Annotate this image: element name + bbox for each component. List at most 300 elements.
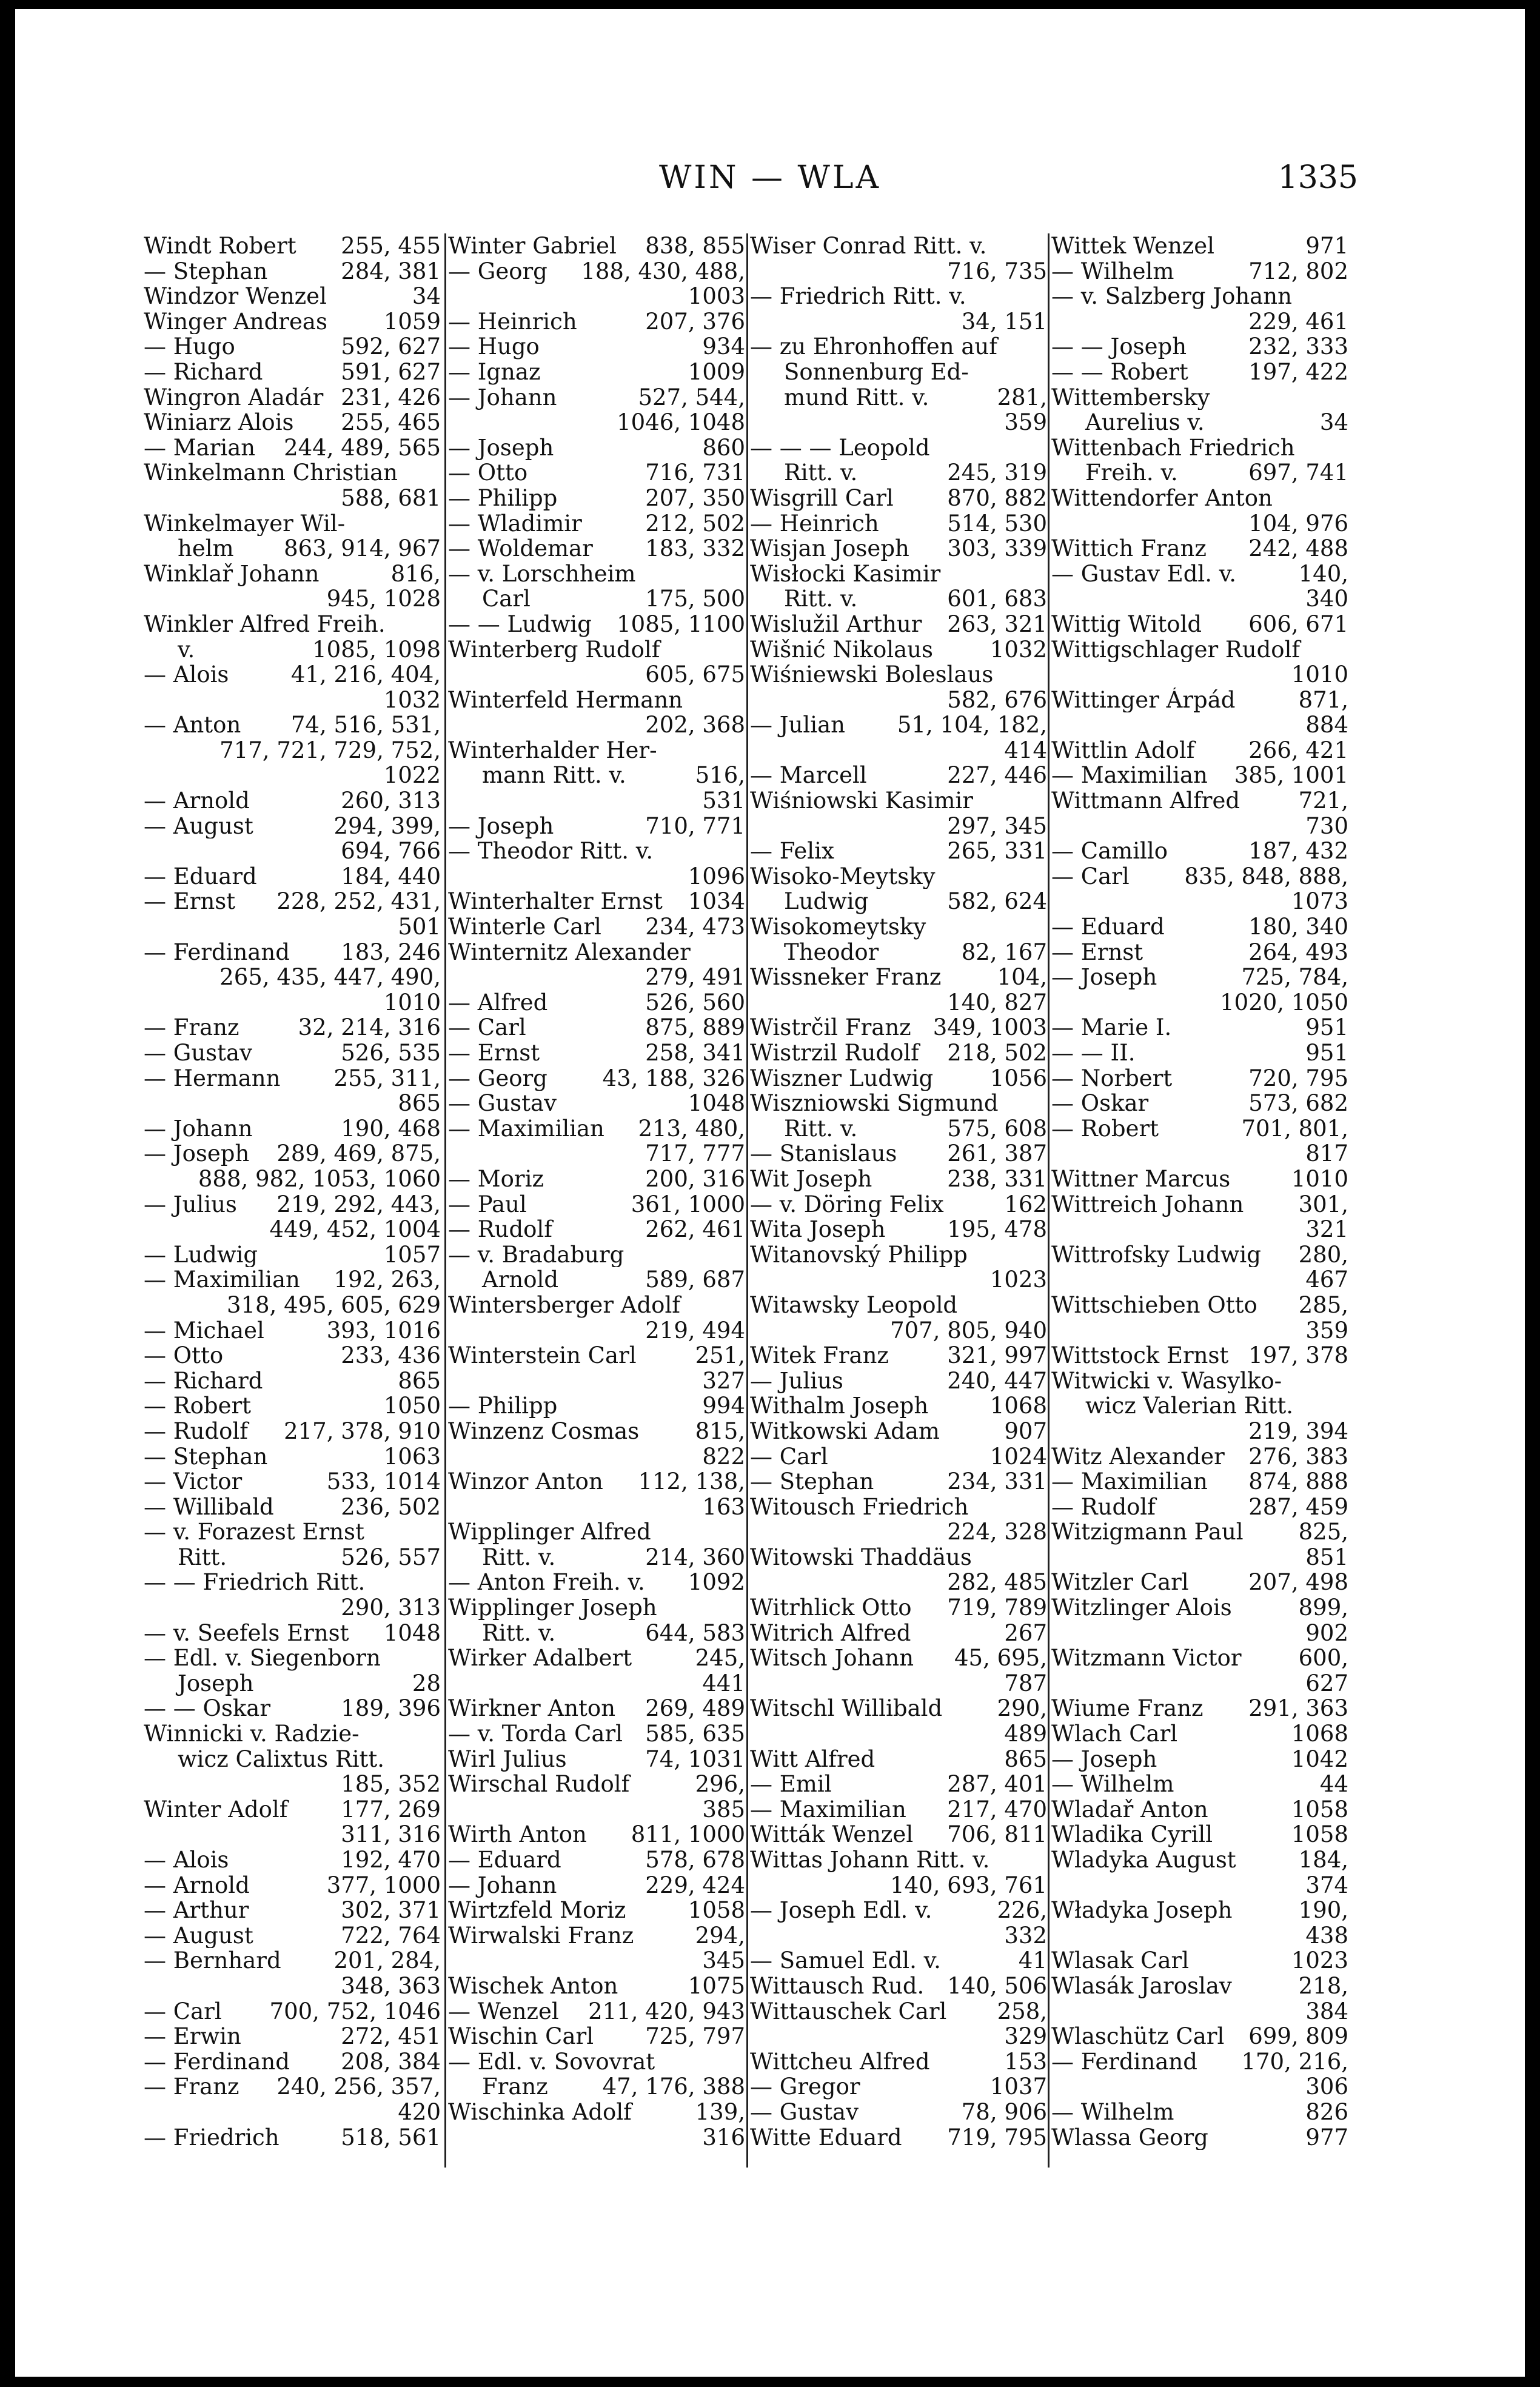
entry-name: — Julius (750, 1368, 843, 1394)
entry-pages: 719, 789 (947, 1595, 1047, 1621)
entry-name: helm (178, 536, 234, 561)
index-entry (144, 1141, 442, 1167)
entry-name: Ritt. v. (482, 1620, 556, 1646)
index-entry (1051, 763, 1350, 788)
entry-name: Wlasák Jaroslav (1051, 1973, 1232, 1999)
entry-name: Wipplinger Joseph (448, 1595, 657, 1621)
index-entry (1051, 586, 1350, 612)
entry-pages: 1050 (383, 1393, 441, 1419)
index-entry (750, 1545, 1048, 1570)
index-entry (144, 1192, 442, 1217)
entry-pages: 285, (1298, 1292, 1348, 1318)
entry-pages: 311, 316 (341, 1822, 441, 1847)
entry-pages: 1073 (1291, 889, 1348, 915)
index-entry (448, 334, 746, 360)
entry-name: — Joseph (448, 813, 554, 839)
entry-pages: 817 (1305, 1141, 1348, 1167)
entry-pages (441, 460, 442, 486)
entry-pages: 45, 695, (954, 1645, 1047, 1671)
entry-name: — v. Torda Carl (448, 1721, 623, 1747)
entry-pages: 185, 352 (341, 1772, 441, 1797)
entry-name: Witte Eduard (750, 2124, 902, 2151)
entry-name: Wistrzil Rudolf (750, 1040, 919, 1066)
entry-pages: 140, 693, 761 (890, 1872, 1047, 1898)
index-entry (750, 965, 1048, 990)
entry-pages: 281, (997, 384, 1047, 410)
entry-name: Witawsky Leopold (750, 1292, 958, 1318)
index-entry (750, 1141, 1048, 1167)
entry-pages: 287, 459 (1248, 1494, 1348, 1520)
entry-name: — Ernst (448, 1040, 540, 1066)
index-entry (1051, 410, 1350, 435)
entry-name: — Otto (144, 1343, 224, 1368)
entry-name: — Stephan (144, 1444, 268, 1470)
entry-pages: 971 (1305, 233, 1348, 259)
index-entry (750, 889, 1048, 914)
entry-pages: 951 (1305, 1040, 1348, 1066)
index-entry (144, 712, 442, 738)
index-entry (448, 1066, 746, 1091)
entry-pages: 218, 502 (947, 1040, 1047, 1066)
index-entry (448, 1444, 746, 1470)
index-entry (750, 788, 1048, 814)
index-entry (750, 864, 1048, 889)
entry-pages: 140, 827 (947, 989, 1047, 1016)
index-entry (448, 965, 746, 990)
index-entry (448, 2125, 746, 2151)
index-entry (448, 1267, 746, 1293)
index-entry (1051, 1167, 1350, 1192)
index-entry (750, 914, 1048, 940)
entry-name: — Alois (144, 1847, 229, 1873)
entry-pages: 229, 424 (645, 1872, 745, 1898)
index-entry (144, 1923, 442, 1949)
entry-name: Aurelius v. (1085, 410, 1205, 435)
entry-name: — Joseph Edl. v. (750, 1898, 932, 1923)
index-page (15, 9, 1525, 2377)
entry-name: wicz Calixtus Ritt. (178, 1746, 385, 1772)
index-entry (750, 1847, 1048, 1873)
index-entry (750, 1368, 1048, 1394)
index-entry (1051, 1091, 1350, 1116)
index-entry (750, 2100, 1048, 2125)
index-entry (1051, 309, 1350, 335)
index-entry (144, 1519, 442, 1545)
entry-pages: 207, 350 (645, 485, 745, 511)
index-entry (144, 2100, 442, 2125)
index-entry (144, 2125, 442, 2151)
index-entry (1051, 1974, 1350, 1999)
entry-pages: 870, 882 (947, 485, 1047, 511)
index-entry (448, 990, 746, 1016)
index-entry (1051, 511, 1350, 537)
entry-pages: 287, 401 (947, 1772, 1047, 1797)
index-entry (750, 1066, 1048, 1091)
index-entry (448, 1318, 746, 1344)
entry-name: — Stephan (144, 258, 268, 284)
index-entry (1051, 612, 1350, 637)
entry-name: Windzor Wenzel (144, 284, 327, 309)
entry-name: Wittner Marcus (1051, 1166, 1231, 1192)
entry-name: — — II. (1051, 1040, 1136, 1066)
entry-name: — Julian (750, 712, 845, 738)
entry-pages: 1092 (688, 1570, 745, 1596)
index-entry (750, 712, 1048, 738)
entry-pages: 1020, 1050 (1220, 989, 1348, 1016)
index-entry (448, 889, 746, 914)
index-entry (1051, 1721, 1350, 1747)
entry-pages: 822 (702, 1444, 745, 1470)
entry-name: Wlaschütz Carl (1051, 2024, 1225, 2049)
entry-name: Winterstein Carl (448, 1343, 637, 1368)
entry-pages: 260, 313 (341, 788, 441, 814)
index-entry (750, 1873, 1048, 1898)
entry-name: Ritt. (178, 1544, 227, 1570)
entry-pages: 255, 311, (333, 1065, 441, 1091)
index-entry (1051, 1847, 1350, 1873)
entry-pages: 449, 452, 1004 (269, 1217, 441, 1242)
entry-pages: 290, (997, 1696, 1047, 1722)
entry-name: Witzigmann Paul (1051, 1519, 1244, 1545)
entry-name: Wittembersky (1051, 384, 1210, 410)
index-entry (750, 1645, 1048, 1671)
index-entry (1051, 284, 1350, 309)
entry-name: Wiśniowski Kasimir (750, 788, 973, 814)
entry-name: — — Oskar (144, 1696, 271, 1722)
index-entry (144, 1293, 442, 1318)
entry-pages: 318, 495, 605, 629 (226, 1292, 441, 1318)
index-entry (1051, 561, 1350, 587)
entry-pages: 272, 451 (341, 2024, 441, 2049)
entry-pages: 1032 (989, 637, 1047, 663)
entry-name: Wisoko-Meytsky (750, 863, 936, 889)
entry-name: Wisjan Joseph (750, 536, 909, 561)
entry-pages: 231, 426 (341, 384, 441, 410)
index-entry (448, 712, 746, 738)
entry-pages: 195, 478 (947, 1217, 1047, 1242)
entry-pages: 526, 557 (341, 1544, 441, 1570)
index-entry (750, 940, 1048, 965)
entry-pages: 321 (1305, 1217, 1348, 1242)
entry-pages: 340 (1305, 586, 1348, 612)
index-entry (1051, 1293, 1350, 1318)
index-entry (448, 1721, 746, 1747)
index-entry (144, 1772, 442, 1797)
index-entry (750, 990, 1048, 1016)
entry-pages: 291, 363 (1248, 1696, 1348, 1722)
index-entry (448, 1217, 746, 1242)
entry-name: Witzlinger Alois (1051, 1595, 1232, 1621)
entry-pages: 32, 214, 316 (298, 1015, 441, 1040)
entry-pages: 258, 341 (645, 1040, 745, 1066)
index-entry (750, 1393, 1048, 1419)
index-entry (448, 586, 746, 612)
index-entry (750, 839, 1048, 864)
entry-pages (441, 612, 442, 637)
entry-pages: 863, 914, 967 (284, 536, 441, 561)
index-entry (1051, 1393, 1350, 1419)
entry-name: Wittrofsky Ludwig (1051, 1242, 1261, 1268)
entry-name: — Eduard (144, 863, 257, 889)
entry-pages: 1058 (1291, 1822, 1348, 1847)
entry-name: — Gustav (750, 2099, 859, 2125)
entry-name: Wistrčil Franz (750, 1015, 911, 1040)
index-entry (144, 1797, 442, 1823)
entry-name: Ritt. v. (482, 1544, 556, 1570)
index-entry (144, 360, 442, 385)
entry-pages: 224, 328 (947, 1519, 1047, 1545)
index-entry (750, 1621, 1048, 1646)
page-title: WIN — WLA (658, 159, 882, 196)
index-entry (144, 2049, 442, 2075)
index-entry (1051, 460, 1350, 486)
entry-name: Winter Gabriel (448, 233, 617, 259)
index-entry (144, 1066, 442, 1091)
entry-pages: 712, 802 (1248, 258, 1348, 284)
entry-name: — Maximilian (1051, 763, 1208, 789)
entry-pages: 526, 535 (341, 1040, 441, 1066)
index-entry (448, 486, 746, 511)
entry-pages: 699, 809 (1248, 2024, 1348, 2049)
index-entry (1051, 1242, 1350, 1268)
entry-pages: 219, 394 (1248, 1418, 1348, 1444)
entry-pages: 82, 167 (961, 939, 1047, 965)
index-entry (144, 2024, 442, 2049)
entry-pages: 208, 384 (341, 2049, 441, 2075)
entry-name: Wittenbach Friedrich (1051, 435, 1295, 461)
index-entry (1051, 839, 1350, 864)
entry-pages: 573, 682 (1248, 1091, 1348, 1116)
entry-name: — — Ludwig (448, 611, 592, 637)
entry-name: Ritt. v. (784, 1116, 858, 1142)
entry-name: — Carl (144, 1998, 222, 2024)
entry-pages: 606, 671 (1248, 611, 1348, 637)
entry-pages: 316 (702, 2124, 745, 2151)
index-entry (448, 1368, 746, 1394)
entry-pages: 865 (1004, 1746, 1047, 1772)
entry-name: Wittstock Ernst (1051, 1343, 1229, 1368)
entry-pages: 214, 360 (645, 1544, 745, 1570)
entry-pages: 213, 480, (638, 1116, 745, 1142)
index-entry (1051, 259, 1350, 284)
index-entry (750, 1116, 1048, 1142)
index-entry (1051, 334, 1350, 360)
index-entry (448, 1999, 746, 2024)
entry-name: — Heinrich (750, 511, 879, 537)
index-entry (1051, 1948, 1350, 1974)
entry-name: Wlassa Georg (1051, 2124, 1208, 2151)
entry-name: — Gustav (144, 1040, 252, 1066)
entry-pages: 1096 (688, 863, 745, 889)
entry-pages: 710, 771 (645, 813, 745, 839)
entry-name: Winnicki v. Radzie- (144, 1721, 360, 1747)
entry-pages (441, 1570, 442, 1595)
entry-name: Theodor (784, 939, 879, 965)
entry-pages: 263, 321 (947, 611, 1047, 637)
index-entry (448, 410, 746, 435)
entry-name: Wirker Adalbert (448, 1645, 632, 1671)
entry-pages: 240, 256, 357, (276, 2074, 441, 2100)
entry-name: — Gustav Edl. v. (1051, 561, 1237, 587)
entry-pages: 1068 (1291, 1721, 1348, 1747)
index-entry (144, 1444, 442, 1470)
entry-name: Winterle Carl (448, 914, 601, 940)
entry-pages: 255, 465 (341, 410, 441, 435)
index-entry (144, 1847, 442, 1873)
entry-name: — Norbert (1051, 1065, 1173, 1091)
index-entry (448, 1621, 746, 1646)
entry-pages: 170, 216, (1241, 2049, 1348, 2075)
entry-pages: 385, 1001 (1234, 763, 1348, 789)
entry-pages: 578, 678 (645, 1847, 745, 1873)
entry-name: — Ferdinand (144, 2049, 290, 2075)
index-entry (144, 385, 442, 410)
entry-pages: 276, 383 (1248, 1444, 1348, 1470)
index-entry (1051, 1419, 1350, 1444)
entry-pages: 197, 422 (1248, 359, 1348, 385)
entry-pages: 279, 491 (645, 965, 745, 990)
entry-pages: 265, 435, 447, 490, (219, 965, 441, 990)
entry-name: Wintersberger Adolf (448, 1292, 680, 1318)
index-entry (1051, 1797, 1350, 1823)
index-entry (448, 536, 746, 561)
index-entry (1051, 688, 1350, 713)
index-entry (750, 561, 1048, 587)
entry-name: Winkler Alfred Freih. (144, 611, 386, 637)
column-divider (746, 233, 748, 2168)
index-entry (144, 763, 442, 788)
entry-name: — Franz (144, 2074, 239, 2100)
entry-pages: 153 (1004, 2049, 1047, 2075)
entry-pages: 1023 (1291, 1948, 1348, 1974)
entry-pages: 34 (412, 284, 441, 309)
index-entry (448, 1545, 746, 1570)
entry-name: Wiser Conrad Ritt. v. (750, 233, 987, 259)
entry-pages: 722, 764 (341, 1923, 441, 1949)
index-entry (144, 612, 442, 637)
entry-pages: 865 (398, 1091, 441, 1116)
entry-pages (1348, 1393, 1350, 1419)
entry-pages: 269, 489 (645, 1696, 745, 1722)
index-entry (448, 1570, 746, 1595)
entry-pages: 826 (1305, 2099, 1348, 2125)
index-entry (144, 688, 442, 713)
entry-pages: 180, 340 (1248, 914, 1348, 940)
entry-pages: 266, 421 (1248, 737, 1348, 763)
entry-pages: 175, 500 (645, 586, 745, 612)
entry-name: — Felix (750, 839, 834, 864)
entry-pages: 184, 440 (341, 863, 441, 889)
entry-pages: 187, 432 (1248, 839, 1348, 864)
entry-pages: 163 (702, 1494, 745, 1520)
entry-pages: 321, 997 (947, 1343, 1047, 1368)
index-entry (750, 1419, 1048, 1444)
entry-pages: 438 (1305, 1923, 1348, 1949)
index-entry (1051, 1545, 1350, 1570)
entry-name: — Alois (144, 662, 229, 688)
entry-pages: 34 (1319, 410, 1348, 435)
index-entry (144, 536, 442, 561)
entry-name: v. (178, 637, 195, 663)
entry-pages: 838, 855 (645, 233, 745, 259)
entry-name: Wischin Carl (448, 2024, 594, 2049)
entry-pages: 236, 502 (341, 1494, 441, 1520)
index-entry (1051, 1368, 1350, 1394)
entry-pages: 934 (702, 334, 745, 360)
entry-pages: 267 (1004, 1620, 1047, 1646)
index-entry (750, 1091, 1048, 1116)
index-entry (1051, 1141, 1350, 1167)
index-entry (750, 1167, 1048, 1192)
index-entry (750, 586, 1048, 612)
entry-name: — Julius (144, 1191, 237, 1217)
entry-pages: 589, 687 (645, 1267, 745, 1293)
entry-pages: 582, 624 (947, 889, 1047, 915)
entry-name: Windt Robert (144, 233, 296, 259)
entry-pages: 251, (695, 1343, 745, 1368)
entry-name: — Joseph (1051, 965, 1157, 990)
entry-name: Wittschieben Otto (1051, 1292, 1257, 1318)
entry-name: Franz (482, 2074, 548, 2100)
entry-pages: 327 (702, 1368, 745, 1394)
index-entry (448, 1923, 746, 1949)
entry-pages: 294, (695, 1923, 745, 1949)
entry-pages: 526, 560 (645, 989, 745, 1016)
entry-name: — Marie I. (1051, 1015, 1172, 1040)
index-entry (448, 940, 746, 965)
index-entry (1051, 1671, 1350, 1696)
index-entry (1051, 889, 1350, 914)
entry-pages (441, 511, 442, 537)
entry-pages: 78, 906 (961, 2099, 1047, 2125)
index-entry (1051, 914, 1350, 940)
entry-pages: 787 (1004, 1670, 1047, 1696)
entry-pages: 245, (695, 1645, 745, 1671)
index-entry (750, 1797, 1048, 1823)
entry-name: — Rudolf (144, 1418, 248, 1444)
index-entry (448, 1141, 746, 1167)
entry-pages: 217, 470 (947, 1796, 1047, 1823)
entry-name: — Camillo (1051, 839, 1168, 864)
entry-name: — zu Ehronhoffen auf (750, 334, 997, 360)
entry-name: Witowski Thaddäus (750, 1544, 972, 1570)
entry-name: Wittreich Johann (1051, 1191, 1244, 1217)
index-entry (750, 763, 1048, 788)
index-entry (144, 1167, 442, 1192)
index-entry (1051, 1267, 1350, 1293)
entry-pages: 644, 583 (645, 1620, 745, 1646)
index-entry (1051, 2024, 1350, 2049)
entry-pages: 994 (702, 1393, 745, 1419)
entry-pages: 815, (695, 1418, 745, 1444)
index-entry (448, 1822, 746, 1847)
entry-name: — Paul (448, 1191, 527, 1217)
entry-pages: 34, 151 (961, 309, 1047, 335)
entry-pages: 860 (702, 435, 745, 461)
index-entry (1051, 1217, 1350, 1242)
index-entry (750, 1999, 1048, 2024)
entry-name: Wisgrill Carl (750, 485, 894, 511)
entry-pages: 189, 396 (341, 1696, 441, 1722)
entry-pages: 201, 284, (333, 1948, 441, 1974)
entry-name: Wisłocki Kasimir (750, 561, 941, 587)
entry-name: Wirth Anton (448, 1822, 587, 1847)
index-entry (144, 814, 442, 839)
entry-name: Witwicki v. Wasylko- (1051, 1368, 1282, 1394)
entry-pages: 183, 246 (341, 939, 441, 965)
entry-pages: 348, 363 (341, 1973, 441, 1999)
index-entry (448, 1091, 746, 1116)
